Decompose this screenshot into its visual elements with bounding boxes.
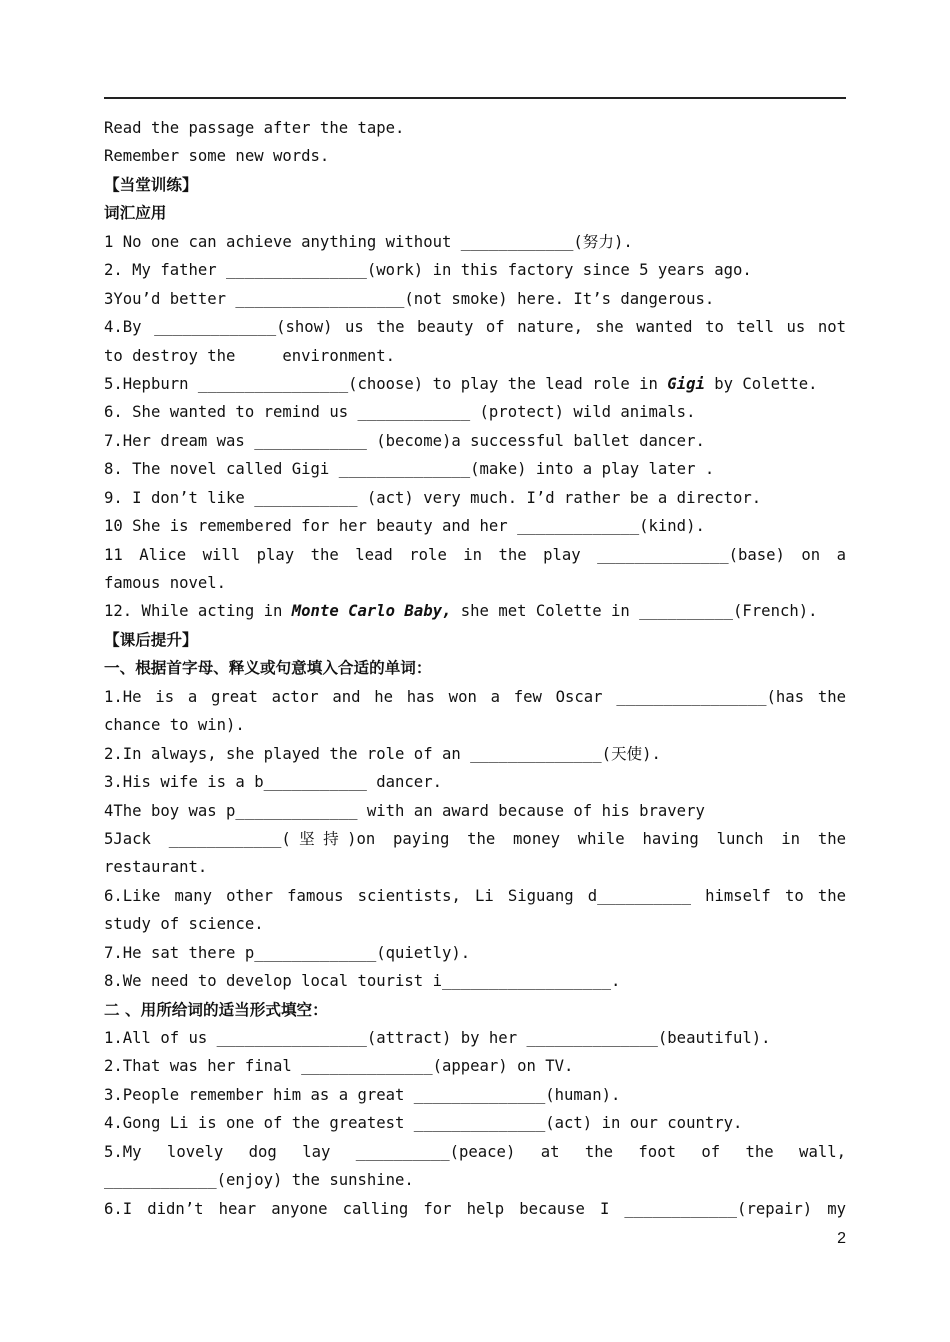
exercise-item: 6.I didn’t hear anyone calling for help because I ____________(repair) my (104, 1199, 846, 1218)
exercise-item: 5Jack ____________(坚持)on paying the money while having lunch in the (104, 829, 846, 848)
exercise-item: 5.My lovely dog lay __________(peace) at the foot of the wall, (104, 1142, 846, 1161)
item12-text: 12. While acting in (104, 602, 292, 621)
exercise-item: 1 No one can achieve anything without ____________(努力). (104, 232, 633, 251)
item5-text: 5.Hepburn ________________(choose) to play the lead role in (104, 374, 668, 393)
exercise-item: chance to win). (104, 716, 245, 735)
exercise-item: 8. The novel called Gigi ______________(make) into a play later . (104, 460, 715, 479)
exercise-item: 4.By _____________(show) us the beauty of nature, she wanted to tell us not (104, 318, 846, 337)
exercise-item: restaurant. (104, 858, 208, 877)
exercise-item (104, 370, 846, 398)
item5-title: Gigi (667, 374, 705, 393)
exercise-item: 6.Like many other famous scientists, Li Siguang d__________ himself to the (104, 886, 846, 905)
section2-title: 【课后提升】 (104, 630, 198, 649)
exercise-item (104, 597, 846, 625)
intro-line-2: Remember some new words. (104, 147, 330, 166)
exercise-item: 7.Her dream was ____________ (become)a successful ballet dancer. (104, 431, 705, 450)
exercise-item: 9. I don’t like ___________ (act) very much. I’d rather be a director. (104, 488, 762, 507)
section1-title: 【当堂训练】 (104, 175, 198, 194)
page-number: 2 (837, 1230, 846, 1247)
exercise-item: 3You’d better __________________(not smoke) here. It’s dangerous. (104, 289, 715, 308)
exercise-item: 1.He is a great actor and he has won a few Oscar ________________(has the (104, 687, 846, 706)
exercise-item: famous novel. (104, 574, 227, 592)
section2-part1-heading: 一、根据首字母、释义或句意填入合适的单词： (104, 659, 432, 678)
item12-tail: she met Colette in __________(French). (451, 602, 818, 621)
exercise-item: 3.People remember him as a great ______________(human). (104, 1085, 621, 1104)
exercise-item: 11 Alice will play the lead role in the play ______________(base) on a (104, 545, 846, 564)
section2-part2-heading: 二 、用所给词的适当形式填空： (104, 1000, 328, 1019)
exercise-item: study of science. (104, 915, 264, 934)
exercise-item: 1.All of us ________________(attract) by her ______________(beautiful). (104, 1029, 771, 1047)
item12-title: Monte Carlo Baby, (291, 602, 452, 621)
exercise-item: to destroy the environment. (104, 346, 396, 365)
exercise-item: 2.In always, she played the role of an ______________(天使). (104, 744, 661, 763)
item5-tail: by Colette. (704, 374, 818, 393)
exercise-item: 2.That was her final ______________(appear) on TV. (104, 1057, 574, 1076)
exercise-item: 4The boy was p_____________ with an award because of his bravery (104, 801, 705, 820)
section1-subtitle: 词汇应用 (104, 204, 167, 223)
exercise-item: ____________(enjoy) the sunshine. (104, 1171, 414, 1190)
intro-line-1: Read the passage after the tape. (104, 119, 405, 137)
exercise-item: 6. She wanted to remind us ____________ (protect) wild animals. (104, 403, 696, 422)
exercise-item: 8.We need to develop local tourist i__________________. (104, 972, 621, 991)
exercise-item: 3.His wife is a b___________ dancer. (104, 773, 442, 792)
exercise-item: 10 She is remembered for her beauty and her _____________(kind). (104, 517, 705, 536)
exercise-item: 2. My father _______________(work) in this factory since 5 years ago. (104, 261, 752, 280)
exercise-item: 7.He sat there p_____________(quietly). (104, 943, 471, 962)
exercise-item: 4.Gong Li is one of the greatest ______________(act) in our country. (104, 1114, 743, 1133)
worksheet-body (104, 114, 846, 1223)
header-rule (104, 97, 846, 99)
